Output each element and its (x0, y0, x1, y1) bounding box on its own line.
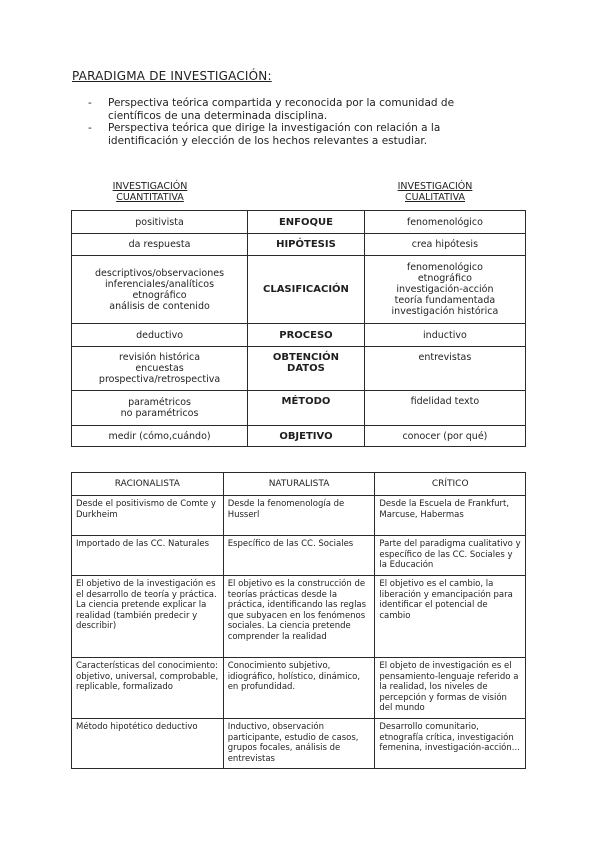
table-row (72, 658, 526, 719)
cell-line: entrevistas (418, 352, 472, 363)
cell-line: encuestas (135, 363, 184, 374)
definition-list (88, 97, 508, 147)
cell-line: análisis de contenido (109, 300, 210, 312)
cell-line: CLASIFICACIÓN (262, 284, 349, 295)
cell-line: deductivo (136, 329, 184, 341)
table-cell: El objetivo de la investigación es el desarrollo de teoría y práctica. La ciencia pretende explicar la realidad (también predecir y describir) (72, 576, 224, 658)
page-title: PARADIGMA DE INVESTIGACIÓN: (72, 69, 272, 83)
qualitative-cell (364, 211, 525, 234)
criterion-cell (248, 234, 365, 256)
column-header: CRÍTICO (375, 473, 526, 496)
table-row (72, 496, 526, 536)
qualitative-cell (364, 324, 525, 347)
cell-line: fidelidad texto (410, 396, 480, 407)
cell-line: positivista (135, 216, 184, 228)
cell-line: no paramétricos (120, 408, 199, 419)
table-cell: Características del conocimiento: objetivo, universal, comprobable, replicable, formalizado (72, 658, 224, 719)
qualitative-header-line: INVESTIGACIÓN (397, 181, 473, 192)
table-cell: Parte del paradigma cualitativo y específico de las CC. Sociales y la Educación (375, 536, 526, 576)
table-row (72, 576, 526, 658)
paradigms-table (71, 472, 526, 769)
cell-line: OBJETIVO (279, 430, 333, 442)
criterion-cell (248, 391, 365, 426)
cell-line: HIPÓTESIS (276, 239, 336, 250)
quantitative-cell (72, 234, 248, 256)
table-cell: Desde la fenomenología de Husserl (223, 496, 375, 536)
qualitative-cell (364, 426, 525, 447)
table-header-row (72, 473, 526, 496)
criterion-cell (248, 324, 365, 347)
table-cell: Importado de las CC. Naturales (72, 536, 224, 576)
column-header: RACIONALISTA (72, 473, 224, 496)
qualitative-cell (364, 234, 525, 256)
cell-line: DATOS (287, 363, 325, 374)
cell-line: etnográfico (132, 289, 187, 301)
cell-line: fenomenológico (406, 262, 483, 273)
table-cell: El objetivo es la construcción de teorías prácticas desde la práctica, identificando las reglas que subyacen en los fenómenos sociales. La ciencia pretende comprender la realidad (223, 576, 375, 658)
table-cell: Inductivo, observación participante, estudio de casos, grupos focales, análisis de entrevistas (223, 719, 375, 769)
quantitative-header-line: INVESTIGACIÓN (112, 181, 188, 192)
quantitative-header-line: CUANTITATIVA (116, 192, 184, 203)
table-cell: Desde la Escuela de Frankfurt, Marcuse, Habermas (375, 496, 526, 536)
definition-text: Perspectiva teórica que dirige la investigación con relación a la identificación y elección de los hechos relevantes a estudiar. (108, 122, 441, 147)
bullet-marker: - (88, 97, 92, 109)
qualitative-header-line: CUALITATIVA (404, 192, 465, 203)
cell-line: revisión histórica (119, 352, 201, 363)
quantitative-cell (72, 426, 248, 447)
table-row (72, 324, 526, 347)
table-row (72, 391, 526, 426)
criterion-cell (248, 426, 365, 447)
table-row (72, 426, 526, 447)
cell-line: inferenciales/analíticos (105, 278, 215, 290)
cell-line: etnográfico (417, 273, 472, 284)
qualitative-cell (364, 391, 525, 426)
quantitative-cell (72, 256, 248, 324)
table-cell: Método hipotético deductivo (72, 719, 224, 769)
cell-line: inductivo (423, 329, 467, 341)
definition-item (88, 97, 508, 122)
qualitative-cell (364, 256, 525, 324)
cell-line: da respuesta (128, 239, 191, 250)
definition-text: Perspectiva teórica compartida y reconocida por la comunidad de científicos de una determinada disciplina. (108, 97, 455, 122)
cell-line: ENFOQUE (278, 216, 333, 228)
bullet-marker: - (88, 122, 92, 134)
quantitative-cell (72, 324, 248, 347)
cell-line: MÉTODO (281, 396, 331, 407)
cell-line: investigación histórica (391, 306, 499, 317)
cell-line: investigación-acción (396, 284, 494, 295)
table-cell: Específico de las CC. Sociales (223, 536, 375, 576)
quantitative-header (100, 181, 200, 203)
cell-line: prospectiva/retrospectiva (98, 374, 221, 385)
cell-line: conocer (por qué) (402, 430, 488, 442)
table-row (72, 234, 526, 256)
table-row (72, 256, 526, 324)
cell-line: fenomenológico (406, 216, 483, 228)
cell-line: paramétricos (128, 397, 191, 408)
table-cell: El objeto de investigación es el pensamiento-lenguaje referido a la realidad, los niveles de percepción y formas de visión del mundo (375, 658, 526, 719)
quantitative-cell (72, 391, 248, 426)
cell-line: PROCESO (279, 329, 333, 341)
column-header: NATURALISTA (223, 473, 375, 496)
table-cell: Desarrollo comunitario, etnografía crítica, investigación femenina, investigación-acción... (375, 719, 526, 769)
criterion-cell (248, 211, 365, 234)
table-cell: Conocimiento subjetivo, idiográfico, holístico, dinámico, en profundidad. (223, 658, 375, 719)
table-cell: Desde el positivismo de Comte y Durkheim (72, 496, 224, 536)
table-cell: El objetivo es el cambio, la liberación y emancipación para identificar el potencial de cambio (375, 576, 526, 658)
cell-line: descriptivos/observaciones (95, 267, 225, 279)
quantitative-cell (72, 347, 248, 391)
criterion-cell (248, 256, 365, 324)
definition-item (88, 122, 508, 147)
cell-line: teoría fundamentada (394, 295, 496, 306)
qualitative-cell (364, 347, 525, 391)
table-row (72, 719, 526, 769)
table-row (72, 211, 526, 234)
cell-line: medir (cómo,cuándo) (108, 430, 211, 442)
table-row (72, 536, 526, 576)
cell-line: crea hipótesis (411, 239, 479, 250)
comparison-table (71, 210, 526, 447)
quantitative-cell (72, 211, 248, 234)
criterion-cell (248, 347, 365, 391)
table-row (72, 347, 526, 391)
qualitative-header (385, 181, 485, 203)
cell-line: OBTENCIÓN (272, 352, 339, 363)
